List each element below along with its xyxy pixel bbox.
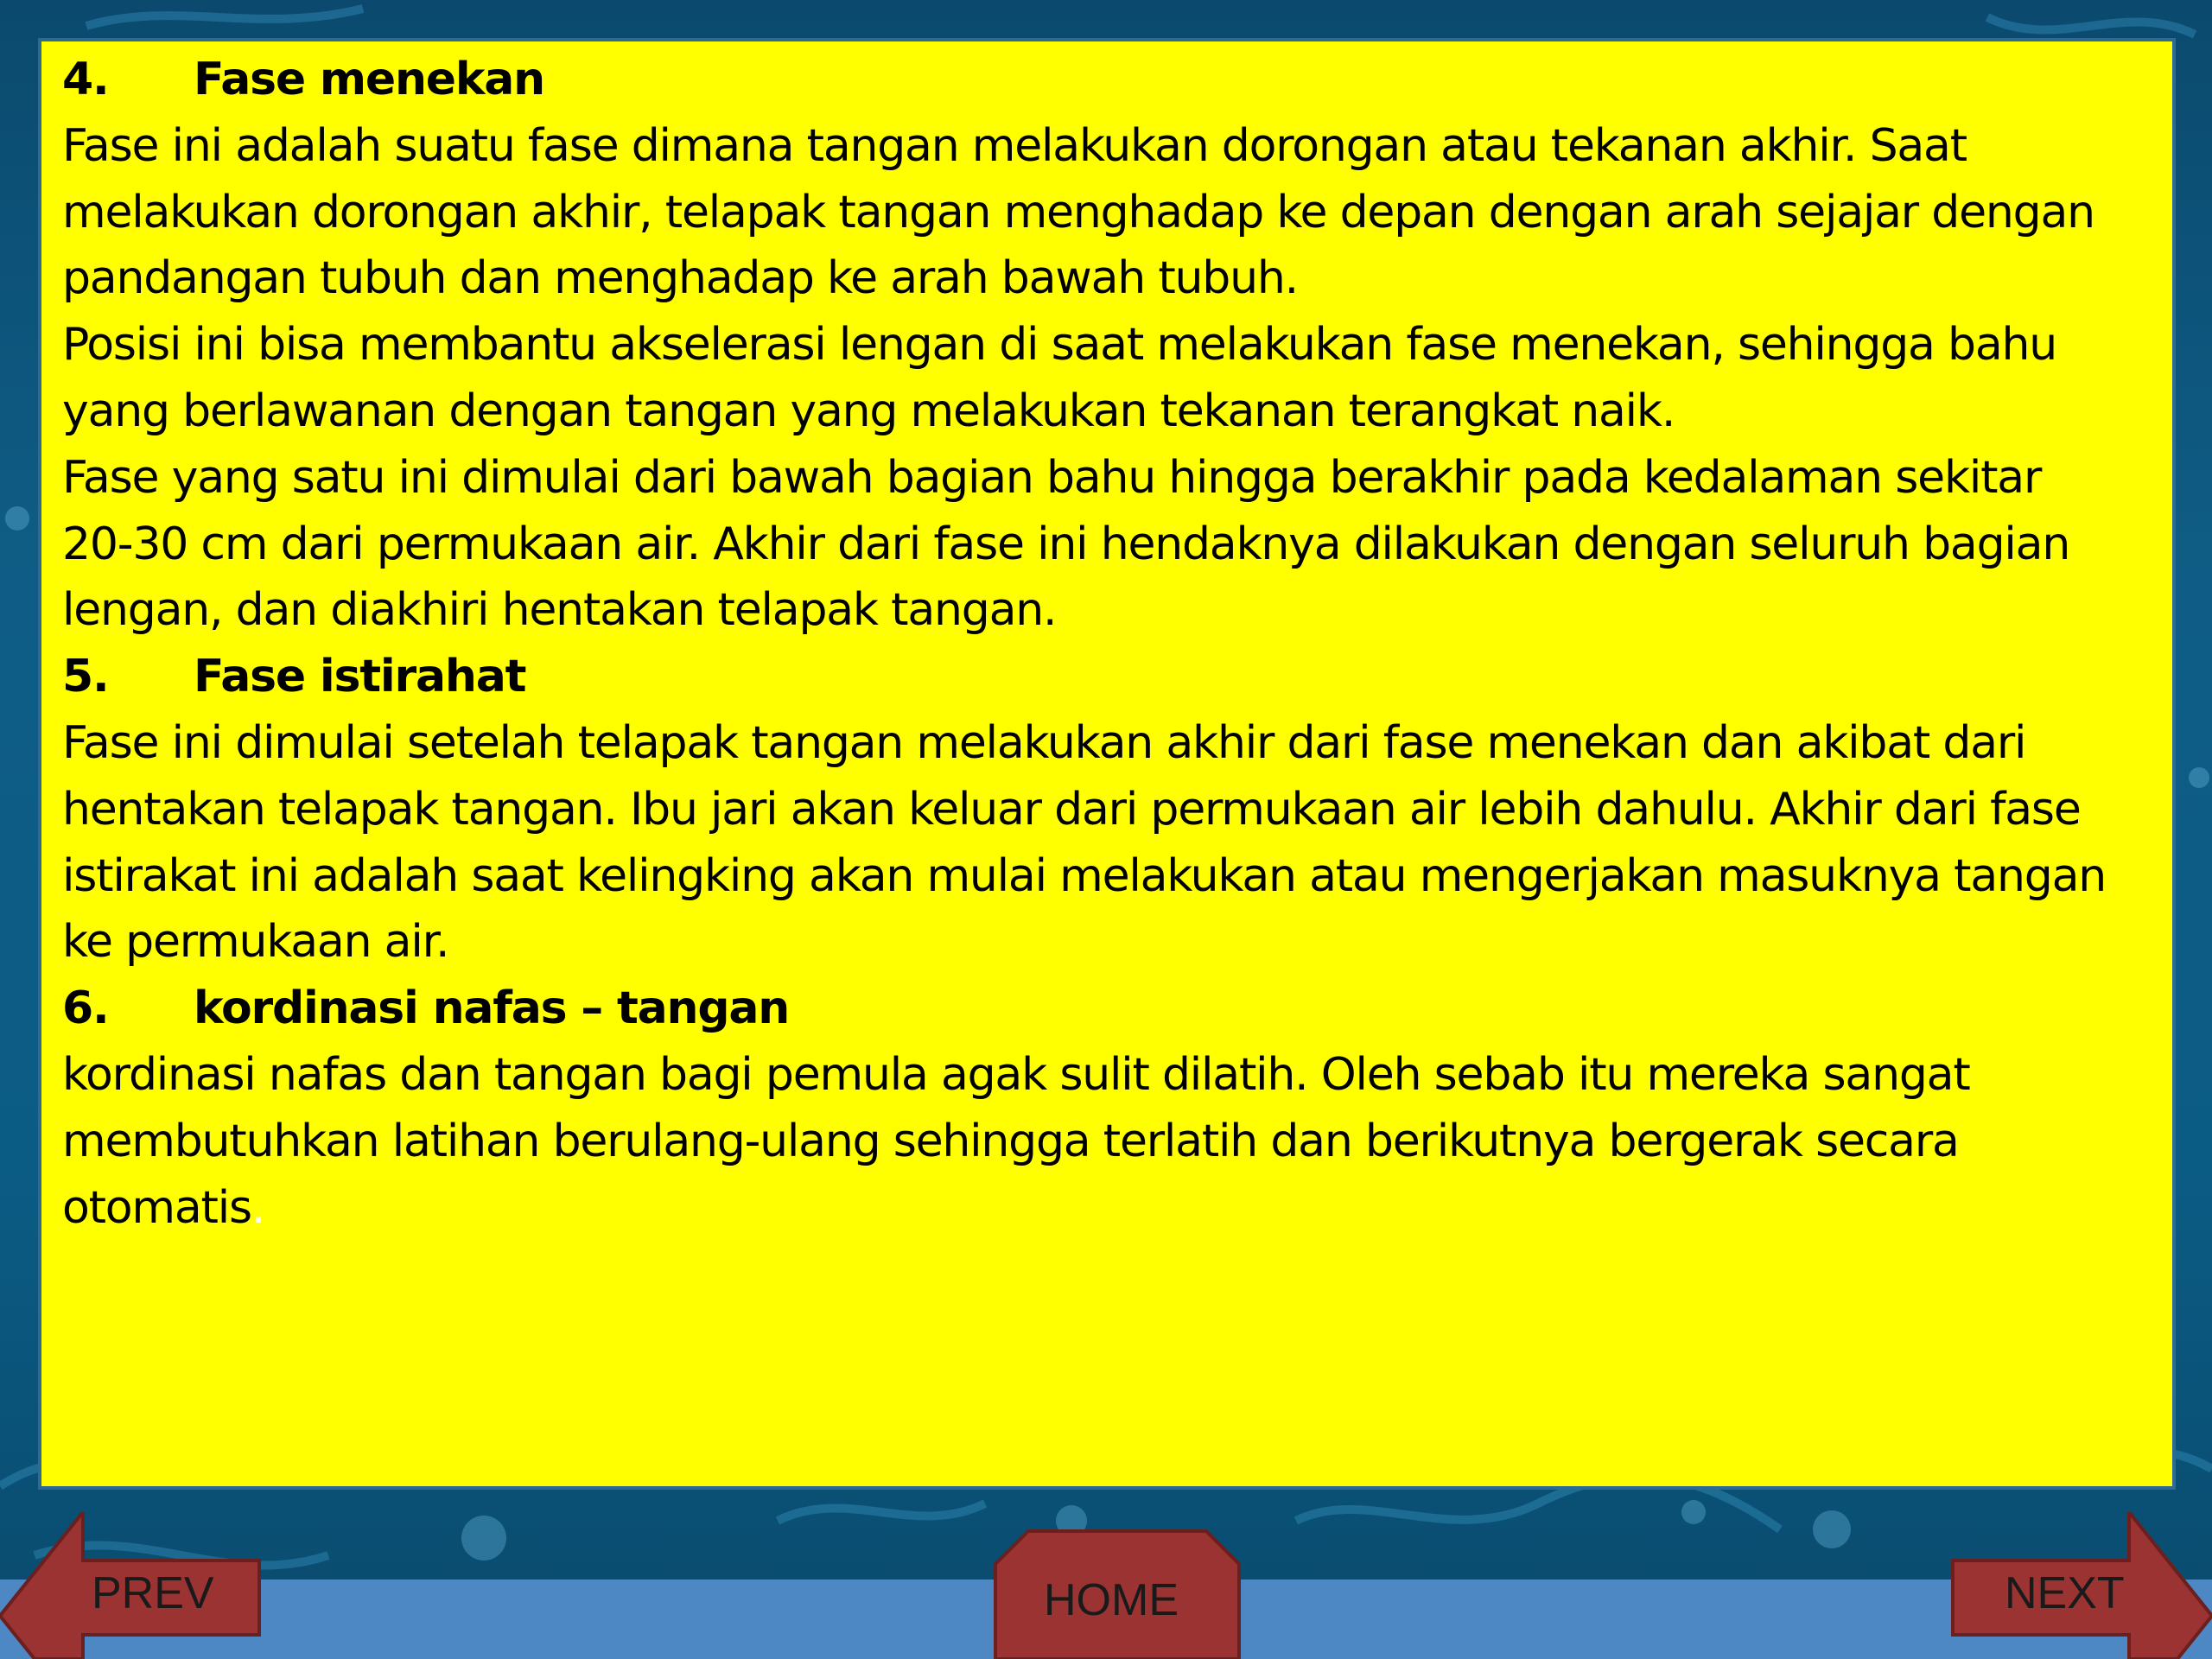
trailing-period: . (251, 1181, 265, 1234)
section-heading (62, 644, 2152, 710)
paragraph-line: pandangan tubuh dan menghadap ke arah bawah tubuh. (62, 252, 1298, 305)
next-label: NEXT (2005, 1568, 2125, 1618)
paragraph-line: ke permukaan air. (62, 916, 449, 969)
section-number: 4. (62, 54, 109, 105)
paragraph-line: kordinasi nafas dan tangan bagi pemula agak sulit dilatih. Oleh sebab itu mereka sangat (62, 1048, 1970, 1101)
next-button[interactable] (1944, 1512, 2212, 1659)
paragraph-line: lengan, dan diakhiri hentakan telapak tangan. (62, 584, 1057, 637)
section-title: Fase istirahat (194, 651, 526, 703)
paragraph-line: Fase ini dimulai setelah telapak tangan melakukan akhir dari fase menekan dan akibat dari (62, 716, 2026, 769)
home-label: HOME (1044, 1575, 1179, 1625)
paragraph-line: membutuhkan latihan berulang-ulang sehingga terlatih dan berikutnya bergerak secara (62, 1115, 1959, 1167)
section-heading (62, 976, 2152, 1042)
paragraph-text: otomatis (62, 1181, 251, 1234)
section-title: Fase menekan (194, 54, 544, 105)
section-title: kordinasi nafas – tangan (194, 982, 790, 1035)
section-heading (62, 47, 2152, 113)
section-number: 5. (62, 651, 109, 703)
paragraph-line (62, 1175, 2152, 1242)
paragraph-line: 20-30 cm dari permukaan air. Akhir dari fase ini hendaknya dilakukan dengan seluruh bagian (62, 518, 2070, 570)
section-number: 6. (62, 982, 109, 1035)
prev-button[interactable] (0, 1512, 268, 1659)
paragraph-line: istirakat ini adalah saat kelingking akan mulai melakukan atau mengerjakan masuknya tangan (62, 849, 2107, 902)
prev-label: PREV (92, 1568, 214, 1618)
content-panel (38, 38, 2176, 1490)
paragraph-line: Fase ini adalah suatu fase dimana tangan melakukan dorongan atau tekanan akhir. Saat (62, 119, 1967, 172)
paragraph-line: Posisi ini bisa membantu akselerasi lengan di saat melakukan fase menekan, sehingga bahu (62, 319, 2057, 372)
paragraph-line: melakukan dorongan akhir, telapak tangan menghadap ke depan dengan arah sejajar dengan (62, 186, 2094, 238)
paragraph-line: Fase yang satu ini dimulai dari bawah bagian bahu hingga berakhir pada kedalaman sekitar (62, 451, 2042, 504)
paragraph-line: hentakan telapak tangan. Ibu jari akan keluar dari permukaan air lebih dahulu. Akhir dari fase (62, 783, 2081, 836)
paragraph-line: yang berlawanan dengan tangan yang melakukan tekanan terangkat naik. (62, 385, 1675, 437)
home-button[interactable] (994, 1529, 1241, 1659)
